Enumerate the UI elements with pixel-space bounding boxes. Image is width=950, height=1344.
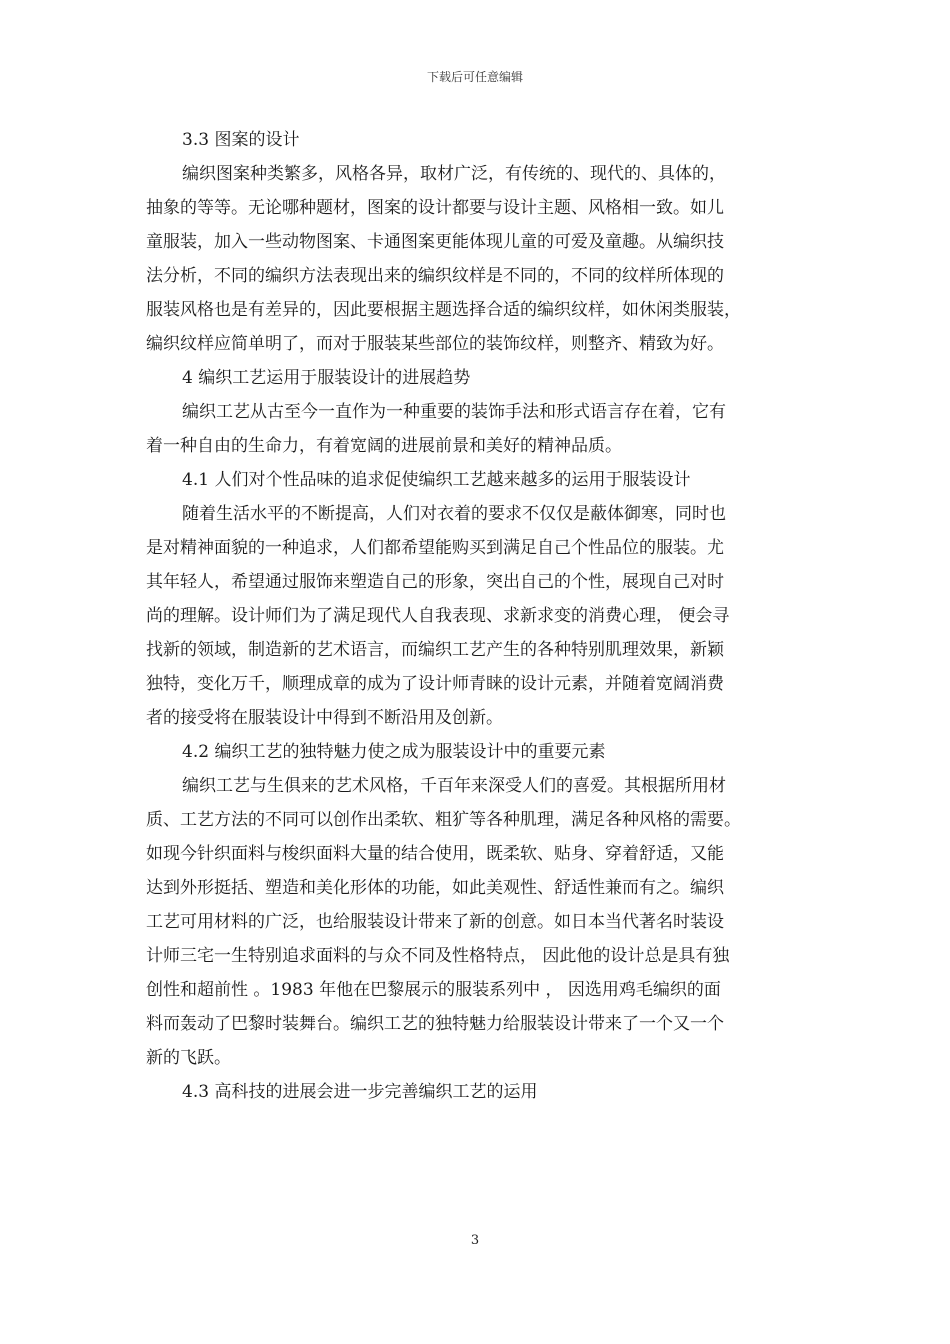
text-line: 随着生活水平的不断提高，人们对衣着的要求不仅仅是蔽体御寒，同时也 <box>182 504 726 524</box>
text-line: 者的接受将在服装设计中得到不断沿用及创新。 <box>146 708 503 728</box>
text-line: 达到外形挺括、塑造和美化形体的功能，如此美观性、舒适性兼而有之。编织 <box>146 878 724 898</box>
text-line: 工艺可用材料的广泛，也给服装设计带来了新的创意。如日本当代著名时装设 <box>146 912 724 932</box>
text-line: 4.2 编织工艺的独特魅力使之成为服装设计中的重要元素 <box>182 742 606 762</box>
text-line: 童服装，加入一些动物图案、卡通图案更能体现儿童的可爱及童趣。从编织技 <box>146 232 724 252</box>
text-line: 编织图案种类繁多，风格各异，取材广泛，有传统的、现代的、具体的， <box>182 164 726 184</box>
text-line: 其年轻人，希望通过服饰来塑造自己的形象，突出自己的个性，展现自己对时 <box>146 572 724 592</box>
text-line: 找新的领域，制造新的艺术语言，而编织工艺产生的各种特别肌理效果，新颖 <box>146 640 724 660</box>
text-line: 抽象的等等。无论哪种题材，图案的设计都要与设计主题、风格相一致。如儿 <box>146 198 724 218</box>
text-line: 4.1 人们对个性品味的追求促使编织工艺越来越多的运用于服装设计 <box>182 470 691 490</box>
text-line: 编织纹样应简单明了，而对于服装某些部位的装饰纹样，则整齐、精致为好。 <box>146 334 724 354</box>
text-line: 料而轰动了巴黎时装舞台。编织工艺的独特魅力给服装设计带来了一个又一个 <box>146 1014 724 1034</box>
text-line: 创性和超前性 。1983 年他在巴黎展示的服装系列中 ， 因选用鸡毛编织的面 <box>146 980 721 1000</box>
text-line: 编织工艺从古至今一直作为一种重要的装饰手法和形式语言存在着，它有 <box>182 402 726 422</box>
document-body <box>146 123 826 1109</box>
text-line: 4.3 高科技的进展会进一步完善编织工艺的运用 <box>182 1082 538 1102</box>
text-line: 质、工艺方法的不同可以创作出柔软、粗犷等各种肌理，满足各种风格的需要。 <box>146 810 741 830</box>
text-line: 尚的理解。设计师们为了满足现代人自我表现、求新求变的消费心理， 便会寻 <box>146 606 730 626</box>
text-line: 新的飞跃。 <box>146 1048 231 1068</box>
text-line: 是对精神面貌的一种追求，人们都希望能购买到满足自己个性品位的服装。尤 <box>146 538 724 558</box>
text-line: 3.3 图案的设计 <box>182 130 300 150</box>
text-line: 法分析，不同的编织方法表现出来的编织纹样是不同的，不同的纹样所体现的 <box>146 266 724 286</box>
text-line: 计师三宅一生特别追求面料的与众不同及性格特点， 因此他的设计总是具有独 <box>146 946 730 966</box>
text-line: 4 编织工艺运用于服装设计的进展趋势 <box>182 368 471 388</box>
page-header-note: 下载后可任意编辑 <box>426 70 523 84</box>
page-number: 3 <box>470 1233 480 1248</box>
text-line: 服装风格也是有差异的，因此要根据主题选择合适的编织纹样，如休闲类服装， <box>146 300 741 320</box>
text-line: 独特，变化万千，顺理成章的成为了设计师青睐的设计元素，并随着宽阔消费 <box>146 674 724 694</box>
text-line: 编织工艺与生俱来的艺术风格，千百年来深受人们的喜爱。其根据所用材 <box>182 776 726 796</box>
text-line: 如现今针织面料与梭织面料大量的结合使用，既柔软、贴身、穿着舒适，又能 <box>146 844 724 864</box>
text-line: 着一种自由的生命力，有着宽阔的进展前景和美好的精神品质。 <box>146 436 622 456</box>
